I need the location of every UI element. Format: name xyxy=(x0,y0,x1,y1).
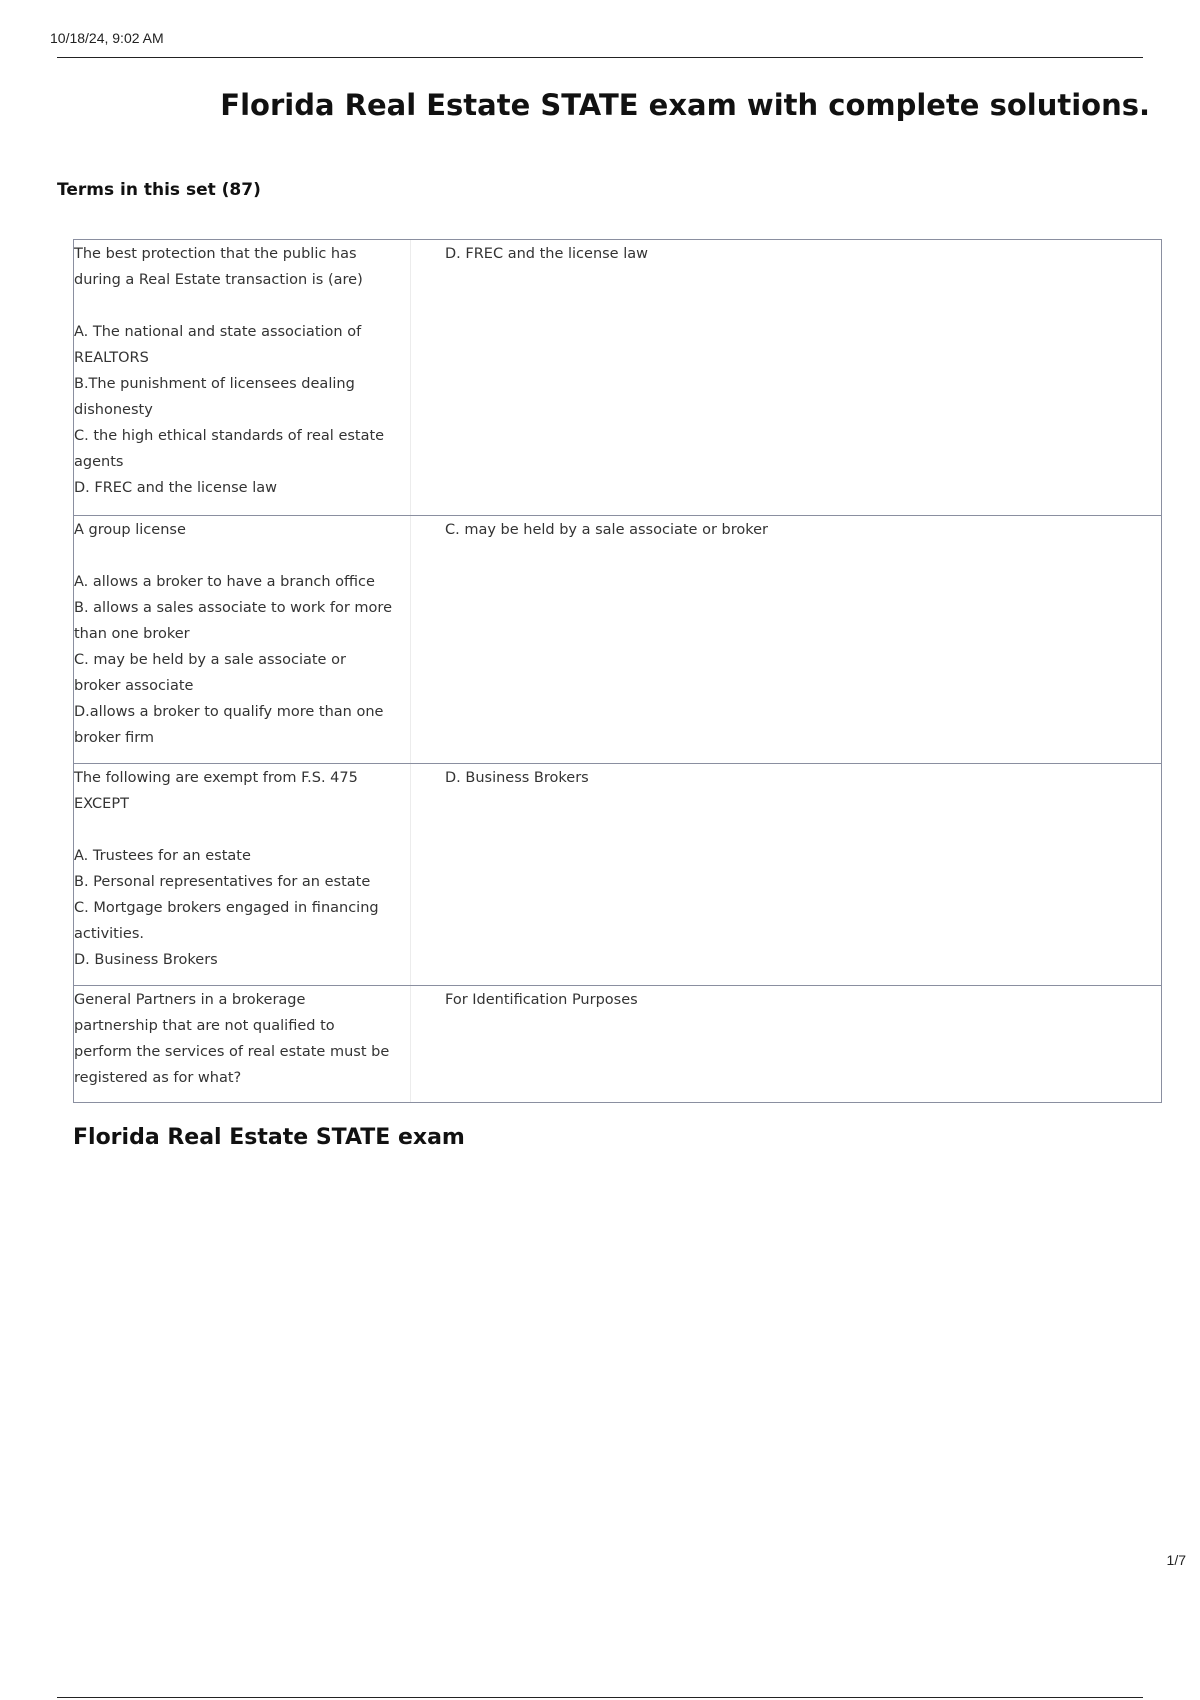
question-line: B.The punishment of licensees dealing xyxy=(74,376,355,392)
question-line: A. Trustees for an estate xyxy=(74,848,251,864)
term-answer: For Identification Purposes xyxy=(445,992,638,1008)
header-divider xyxy=(57,57,1143,58)
question-line: D.allows a broker to qualify more than one xyxy=(74,704,384,720)
question-line: during a Real Estate transaction is (are) xyxy=(74,272,363,288)
page-number: 1/7 xyxy=(1166,1552,1186,1568)
question-spacer xyxy=(74,293,410,319)
question-line: D. Business Brokers xyxy=(74,952,218,968)
page-title: Florida Real Estate STATE exam with complete solutions. xyxy=(220,88,1150,122)
question-line: perform the services of real estate must be xyxy=(74,1044,390,1060)
term-answer: D. Business Brokers xyxy=(445,770,589,786)
question-line: B. allows a sales associate to work for more xyxy=(74,600,392,616)
question-line: A. The national and state association of xyxy=(74,324,362,340)
question-line: REALTORS xyxy=(74,350,149,366)
term-question xyxy=(74,986,411,1102)
question-line: A group license xyxy=(74,522,186,538)
term-answer: D. FREC and the license law xyxy=(445,246,648,262)
question-line: dishonesty xyxy=(74,402,153,418)
question-line: D. FREC and the license law xyxy=(74,480,277,496)
question-line: agents xyxy=(74,454,124,470)
question-spacer xyxy=(74,543,410,569)
term-question xyxy=(74,764,411,985)
term-question xyxy=(74,240,411,515)
footer-divider xyxy=(57,1697,1143,1698)
term-row xyxy=(74,985,1161,1102)
term-answer: C. may be held by a sale associate or broker xyxy=(445,522,769,538)
terms-count-label: Terms in this set (87) xyxy=(57,180,261,200)
question-line: B. Personal representatives for an estate xyxy=(74,874,371,890)
question-line: broker associate xyxy=(74,678,194,694)
question-line: General Partners in a brokerage xyxy=(74,992,306,1008)
question-line: C. the high ethical standards of real estate xyxy=(74,428,385,444)
question-line: broker firm xyxy=(74,730,155,746)
terms-table xyxy=(73,239,1162,1103)
term-row xyxy=(74,763,1161,985)
question-line: than one broker xyxy=(74,626,190,642)
term-row xyxy=(74,240,1161,515)
section-heading: Florida Real Estate STATE exam xyxy=(73,1125,465,1150)
question-line: activities. xyxy=(74,926,144,942)
term-row xyxy=(74,515,1161,763)
question-line: registered as for what? xyxy=(74,1070,242,1086)
question-line: C. may be held by a sale associate or xyxy=(74,652,346,668)
question-line: C. Mortgage brokers engaged in financing xyxy=(74,900,379,916)
question-spacer xyxy=(74,817,410,843)
question-line: A. allows a broker to have a branch office xyxy=(74,574,375,590)
question-line: The best protection that the public has xyxy=(74,246,357,262)
question-line: EXCEPT xyxy=(74,796,129,812)
print-datetime: 10/18/24, 9:02 AM xyxy=(50,30,164,46)
question-line: The following are exempt from F.S. 475 xyxy=(74,770,358,786)
term-question xyxy=(74,516,411,763)
question-line: partnership that are not qualified to xyxy=(74,1018,335,1034)
